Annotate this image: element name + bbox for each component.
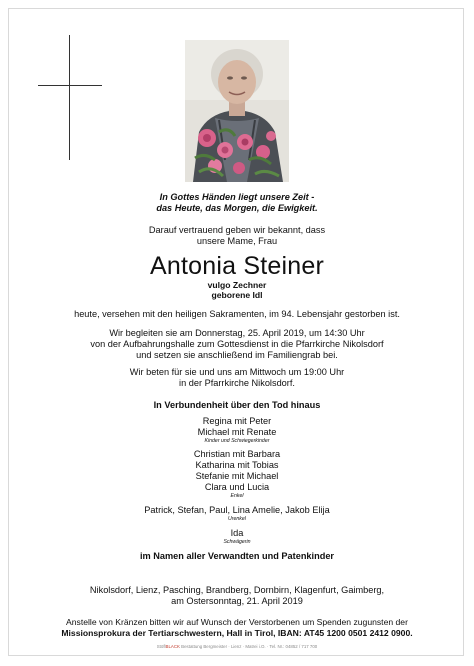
prayer-line-2: in der Pfarrkirche Nikolsdorf. <box>179 378 295 388</box>
footer-brand: Stöfl <box>156 644 166 649</box>
funeral-line-3: und setzen sie anschließend im Familiengrab bei. <box>136 350 338 360</box>
motto-line-1: In Gottes Händen liegt unsere Zeit - <box>159 192 315 202</box>
funeral-line-1: Wir begleiten sie am Donnerstag, 25. April 2019, um 14:30 Uhr <box>109 328 365 338</box>
prayer-line-1: Wir beten für sie und uns am Mittwoch um 19:00 Uhr <box>129 367 345 377</box>
cross-vertical-bar <box>69 35 70 160</box>
portrait-photo <box>185 40 289 182</box>
grandchildren-label: Enkel <box>230 493 244 499</box>
cross-horizontal-bar <box>38 85 102 86</box>
deceased-birth-name: geborene Idl <box>211 290 263 300</box>
date-line: am Ostersonntag, 21. April 2019 <box>171 596 303 606</box>
donation-line-1: Anstelle von Kränzen bitten wir auf Wunsch der Verstorbenen um Spenden zugunsten der <box>66 617 408 627</box>
places-line: Nikolsdorf, Lienz, Pasching, Brandberg, Dornbirn, Klagenfurt, Gaimberg, <box>89 585 385 595</box>
deceased-alias: vulgo Zechner <box>207 280 267 290</box>
passing-statement: heute, versehen mit den heiligen Sakramenten, im 94. Lebensjahr gestorben ist. <box>74 309 400 319</box>
grandchild-entry: Clara und Lucia <box>204 482 270 492</box>
announcement-line-2: unsere Mame, Frau <box>196 236 278 246</box>
footer-brand-accent: BLACK <box>165 644 180 649</box>
announcement-line-1: Darauf vertrauend geben wir bekannt, dass <box>148 225 326 235</box>
mourners-heading: In Verbundenheit über den Tod hinaus <box>153 400 321 410</box>
publisher-footer <box>0 644 474 649</box>
sister-in-law-name: Ida <box>230 528 244 538</box>
child-entry: Regina mit Peter <box>202 416 272 426</box>
great-grandchildren-label: Urenkel <box>228 516 246 522</box>
children-label: Kinder und Schwiegerkinder <box>204 438 270 444</box>
footer-text: Bestattung Bergmeister · Lienz · Matrei i.O. · Tel. Nr.: 04852 / 717 700 <box>179 644 318 649</box>
deceased-name: Antonia Steiner <box>150 252 324 280</box>
grandchild-entry: Katharina mit Tobias <box>195 460 279 470</box>
grandchild-entry: Christian mit Barbara <box>193 449 281 459</box>
great-grandchildren-list: Patrick, Stefan, Paul, Lina Amelie, Jakob Elija <box>144 505 330 515</box>
mourners-closing: im Namen aller Verwandten und Patenkinder <box>139 551 334 561</box>
grandchild-entry: Stefanie mit Michael <box>195 471 279 481</box>
funeral-line-2: von der Aufbahrungshalle zum Gottesdienst in die Pfarrkirche Nikolsdorf <box>90 339 384 349</box>
sister-in-law-label: Schwägerin <box>223 539 251 545</box>
child-entry: Michael mit Renate <box>197 427 277 437</box>
donation-line-2: Missionsprokura der Tertiarschwestern, Hall in Tirol, IBAN: AT45 1200 0501 2412 0900. <box>61 628 413 638</box>
motto-line-2: das Heute, das Morgen, die Ewigkeit. <box>156 203 318 213</box>
